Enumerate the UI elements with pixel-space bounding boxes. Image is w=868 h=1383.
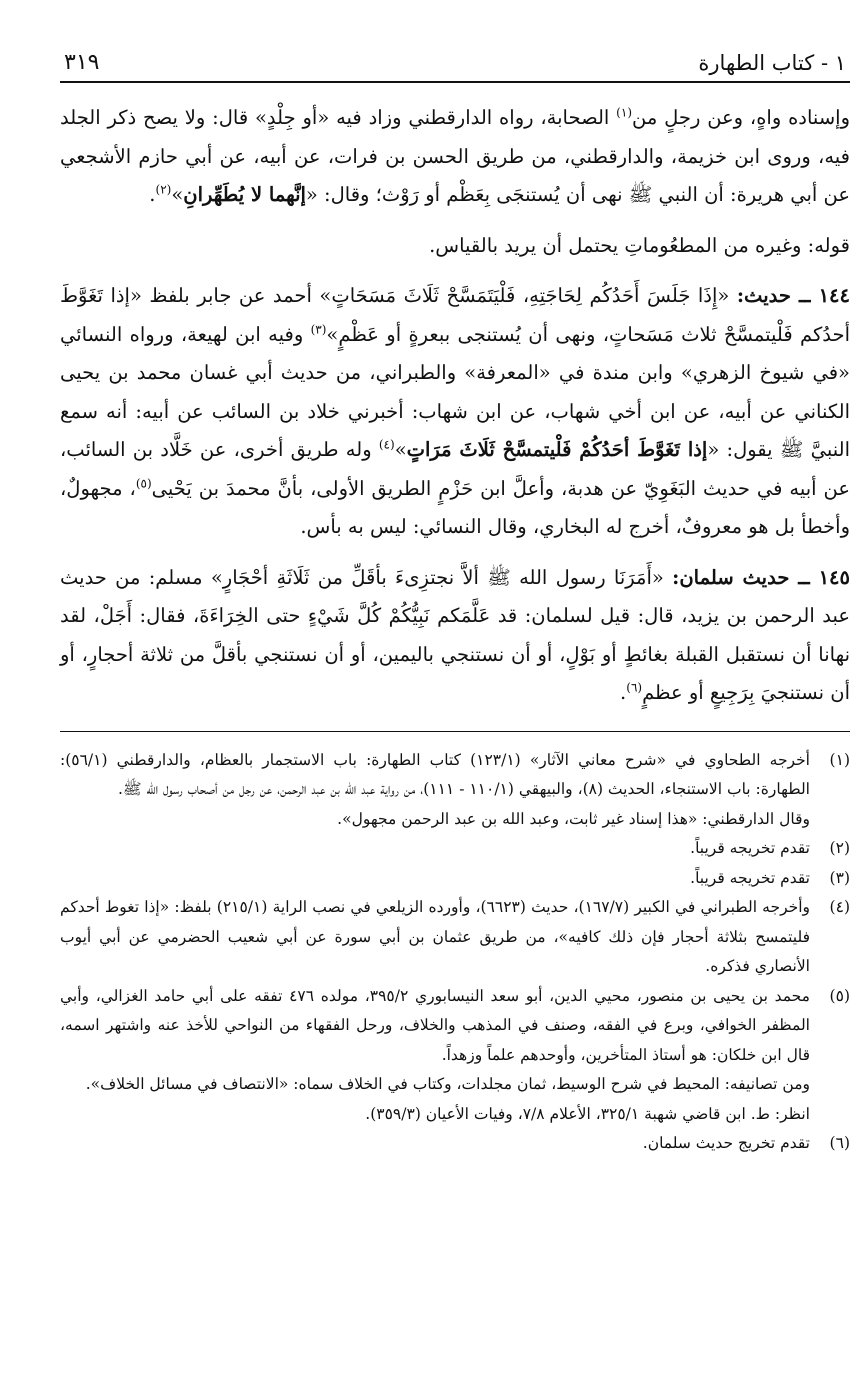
footnote-number: (٣) <box>829 868 850 887</box>
footnote-number: (٤) <box>829 898 850 916</box>
footnote-line: أخرجه الطحاوي في «شرح معاني الآثار» (١٢٣/١) كتاب الطهارة: باب الاستجمار بالعظام، والدارقطني (٥٦/١): الطهارة: باب الاستنجاء، الحديث (٨)، والبيهقي (١١٠/١ - ١١١)، من رواية عبد الله بن عبد الرحمن، عن رجل من أصحاب رسول الله ﷺ. <box>60 750 810 798</box>
footnote-6 <box>60 1129 850 1159</box>
text-run: . <box>620 681 627 704</box>
footnote-number: (٦) <box>829 1134 850 1152</box>
text-run: . <box>149 183 156 206</box>
footnote-ref[interactable]: (٢) <box>155 182 172 197</box>
footnotes <box>60 746 850 1159</box>
footnote-line: وأخرجه الطبراني في الكبير (١٦٧/٧)، حديث (٦٦٢٣)، وأورده الزيلعي في نصب الراية (٢١٥/١) بلفظ: «إذا تغوط أحدكم فليتمسح بثلاثة أحجار فإن ذلك كافيه»، من طريق عثمان بن أبي سورة عن أبي شعيب الحضرمي عن أبي أيوب الأنصاري فذكره. <box>60 898 810 975</box>
page-header <box>60 50 850 83</box>
paragraph-145 <box>60 559 850 713</box>
footnote-2 <box>60 834 850 864</box>
text-run: «أَمَرَنَا رسول الله ﷺ ألاَّ نجتزِىءَ بأقَلِّ من ثَلَاثَةِ أحْجَارٍ» مسلم: من حديث عبد الرحمن بن يزيد، قال: قيل لسلمان: قد عَلَّمَكم نَبِيُّكُمْ كُلَّ شَيْءٍ حتى الخِرَاءَةَ، فقال: أَجَلْ، لقد نهانا أن نستقبل القبلة بغائطٍ أو بَوْلٍ، أو أن نستنجي باليمين، أو أن نستنجي بأقلَّ من ثلاثة أحجارٍ، أو أن نستنجيَ بِرَجِيعٍ أو عظمٍ <box>60 565 850 704</box>
hadith-quote: إذا تَغَوَّطَ أحَدُكُمْ فَلْيتمسَّحْ ثَلَاثَ مَرَاتٍ <box>406 438 708 461</box>
footnote-line: تقدم تخريج حديث سلمان. <box>642 1134 810 1152</box>
footnote-line: تقدم تخريجه قريباً. <box>690 839 810 857</box>
footnote-number: (١) <box>829 750 850 769</box>
text-run: وإسناده واهٍ، وعن رجلٍ من <box>632 106 850 129</box>
footnote-divider <box>60 731 850 732</box>
book-page <box>60 50 850 1159</box>
text-run: وله طريق أخرى، عن خَلَّاد بن السائب، عن أبيه في حديث البَغَوِيّ عن هدبة، وأعلَّ ابن حَزْمٍ الطريق الأولى، بأنَّ محمدَ بن يَحْيى <box>60 438 850 500</box>
text-run: «إِذَا جَلَسَ أَحَدُكُم لِحَاجَتِهِ، فَلْيَتَمَسَّحْ ثَلَاثَ مَسَحَاتٍ» أحمد عن جابر بلفظ «إذا تَغَوَّطَ أحدُكم فَلْيتمسَّحْ ثلاث مَسَحاتٍ، ونهى أن يُستنجى ببعرةٍ أو عَظْمٍ» <box>60 284 850 346</box>
text-run: ، مجهولٌ، وأخطأ بل هو معروفٌ، أخرج له البخاري، وقال النسائي: ليس به بأس. <box>60 476 850 538</box>
footnote-line: ومن تصانيفه: المحيط في شرح الوسيط، ثمان مجلدات، وكتاب في الخلاف سماه: «الانتصاف في مسائل الخلاف». <box>85 1075 810 1093</box>
footnote-ref[interactable]: (٦) <box>626 680 643 695</box>
hadith-quote: إنَّهما لا يُطَهِّرانِ <box>183 183 306 206</box>
footnote-line: وقال الدارقطني: «هذا إسناد غير ثابت، وعبد الله بن عبد الرحمن مجهول». <box>337 809 810 828</box>
running-title: ١ - كتاب الطهارة <box>698 51 846 75</box>
footnote-line: انظر: ط. ابن قاضي شهبة ٣٢٥/١، الأعلام ٧/٨، وفيات الأعيان (٣٥٩/٣). <box>365 1104 810 1123</box>
footnote-4 <box>60 893 850 982</box>
hadith-heading: ١٤٤ ــ حديث: <box>736 284 850 307</box>
footnote-1 <box>60 746 850 835</box>
paragraph-2: قوله: وغيره من المطعُوماتِ يحتمل أن يريد بالقياس. <box>429 233 850 257</box>
footnote-ref[interactable]: (٤) <box>378 437 395 452</box>
page-number: ٣١٩ <box>64 50 100 75</box>
text-run: وفيه ابن لهيعة، ورواه النسائي «في شيوخ الزهري» وابن مندة في «المعرفة» والطبراني، من حديث أبي غسان محمد بن يحيى الكناني عن أبيه، عن ابن أخي شهاب، عن ابن شهاب: أخبرني خلاد بن السائب عن أبيه: أنه سمع النبيَّ ﷺ يقول: « <box>60 322 850 461</box>
footnote-number: (٥) <box>829 986 850 1005</box>
text-run: » <box>171 183 184 206</box>
footnote-number: (٢) <box>829 839 850 857</box>
footnote-5 <box>60 982 850 1130</box>
footnote-line: تقدم تخريجه قريباً. <box>690 868 810 887</box>
footnote-ref[interactable]: (٣) <box>310 322 327 336</box>
footnote-ref[interactable]: (٥) <box>135 476 152 490</box>
text-run: » <box>394 438 407 461</box>
hadith-heading: ١٤٥ ــ حديث سلمان: <box>672 565 850 589</box>
paragraph-144 <box>60 277 850 547</box>
paragraph-1 <box>60 99 850 215</box>
main-text <box>60 99 850 713</box>
text-run: الصحابة، رواه الدارقطني وزاد فيه «أو جِلْدٍ» قال: ولا يصح ذكر الجلد فيه، وروى ابن خزيمة، والدارقطني، من طريق الحسن بن فرات، عن أبيه، عن أبي حازم الأشجعي عن أبي هريرة: أن النبي ﷺ نهى أن يُستنجَى بِعَظْم أو رَوْث؛ وقال: « <box>60 106 850 206</box>
footnote-ref[interactable]: (١) <box>616 105 632 120</box>
footnote-3 <box>60 864 850 894</box>
footnote-line: محمد بن يحيى بن منصور، محيي الدين، أبو سعد النيسابوري ٣٩٥/٢، مولده ٤٧٦ تفقه على أبي حامد الغزالي، وأبي المظفر الخوافي، وبرع في الفقه، وصنف في المذهب والخلاف، ورحل الفقهاء من النواحي للأخذ عنه واشتهر اسمه، قال ابن خلكان: هو أستاذ المتأخرين، وأوحدهم علماً وزهداً. <box>60 986 810 1064</box>
